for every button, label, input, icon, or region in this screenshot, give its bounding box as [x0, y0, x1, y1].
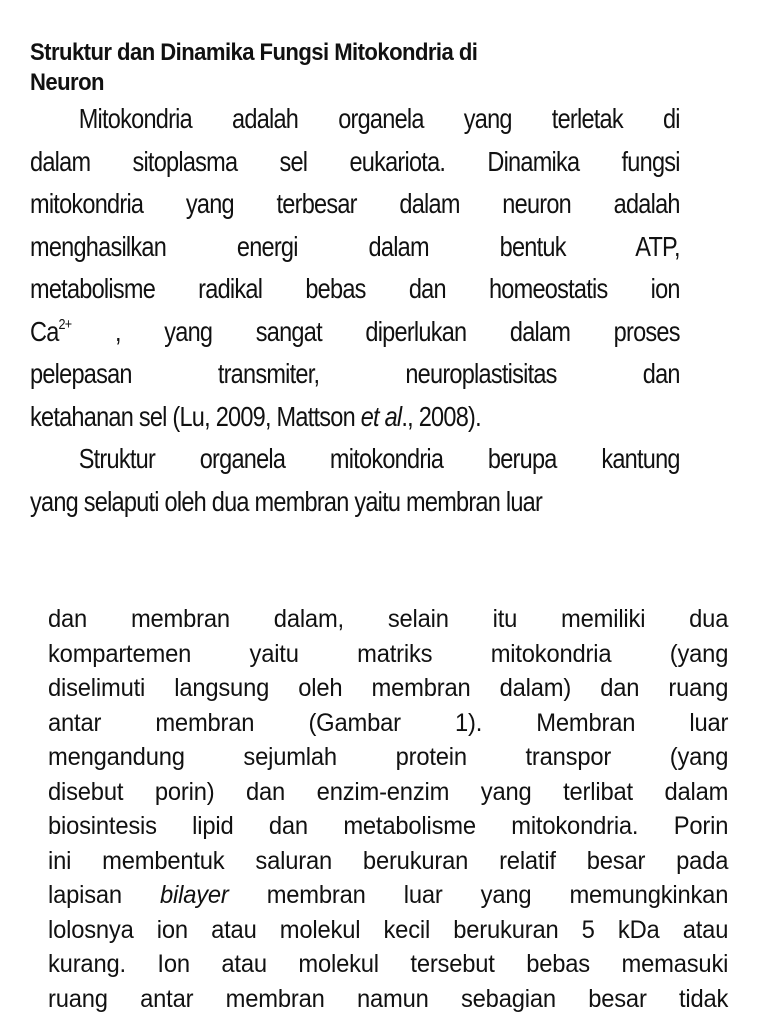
section-heading: [30, 38, 676, 98]
text-line: lolosnya ion atau molekul kecil berukuran 5 kDa atau: [48, 915, 729, 944]
heading-line: Neuron: [30, 69, 104, 96]
italic-text: et al: [360, 400, 402, 432]
text-fragment: ketahanan sel (Lu, 2009, Mattson: [30, 400, 361, 432]
text-line: [48, 878, 728, 913]
heading-line: Struktur dan Dinamika Fungsi Mitokondria di: [30, 39, 478, 66]
text-line: menghasilkan energi dalam bentuk ATP,: [30, 230, 680, 262]
text-line: pelepasan transmiter, neuroplastisitas dan: [30, 358, 680, 389]
text-line: metabolisme radikal bebas dan homeostatis ion: [30, 273, 680, 304]
text-line: dalam sitoplasma sel eukariota. Dinamika fungsi: [30, 145, 680, 177]
text-line: [30, 311, 680, 354]
text-fragment: membran luar yang memungkinkan: [228, 881, 729, 909]
text-line: biosintesis lipid dan metabolisme mitokondria. Porin: [48, 812, 729, 840]
text-line: ini membentuk saluran berukuran relatif besar pada: [48, 846, 729, 875]
text-line: mengandung sejumlah protein transpor (yang: [48, 743, 729, 771]
lower-section: [48, 602, 728, 1016]
text-line: dan membran dalam, selain itu memiliki dua: [48, 605, 729, 633]
text-line: ruang antar membran namun sebagian besar tidak: [48, 984, 729, 1013]
text-line: yang selaputi oleh dua membran yaitu membran luar: [30, 485, 543, 517]
text-line: Struktur organela mitokondria berupa kantung: [78, 443, 680, 474]
text-line: Mitokondria adalah organela yang terletak di: [78, 103, 680, 134]
paragraph-mitochondria-intro: [30, 98, 680, 438]
upper-section: [30, 38, 680, 523]
paragraph-structure-intro: [30, 438, 680, 523]
text-line: kurang. Ion atau molekul tersebut bebas memasuki: [48, 950, 729, 978]
text-line: disebut porin) dan enzim-enzim yang terlibat dalam: [48, 777, 729, 806]
text-line: kompartemen yaitu matriks mitokondria (yang: [48, 639, 729, 668]
text-line: antar membran (Gambar 1). Membran luar: [48, 708, 729, 737]
superscript: 2+: [58, 315, 72, 333]
text-fragment: Ca: [30, 315, 59, 347]
text-fragment: ., 2008).: [401, 400, 481, 432]
text-line: mitokondria yang terbesar dalam neuron adalah: [30, 188, 680, 219]
paragraph-membrane-details: [48, 602, 728, 1016]
text-fragment: lapisan: [48, 881, 160, 909]
italic-text: bilayer: [159, 881, 229, 909]
text-line: [30, 396, 680, 439]
text-line: diselimuti langsung oleh membran dalam) dan ruang: [48, 674, 729, 702]
text-fragment: , yang sangat diperlukan dalam proses: [71, 315, 680, 347]
